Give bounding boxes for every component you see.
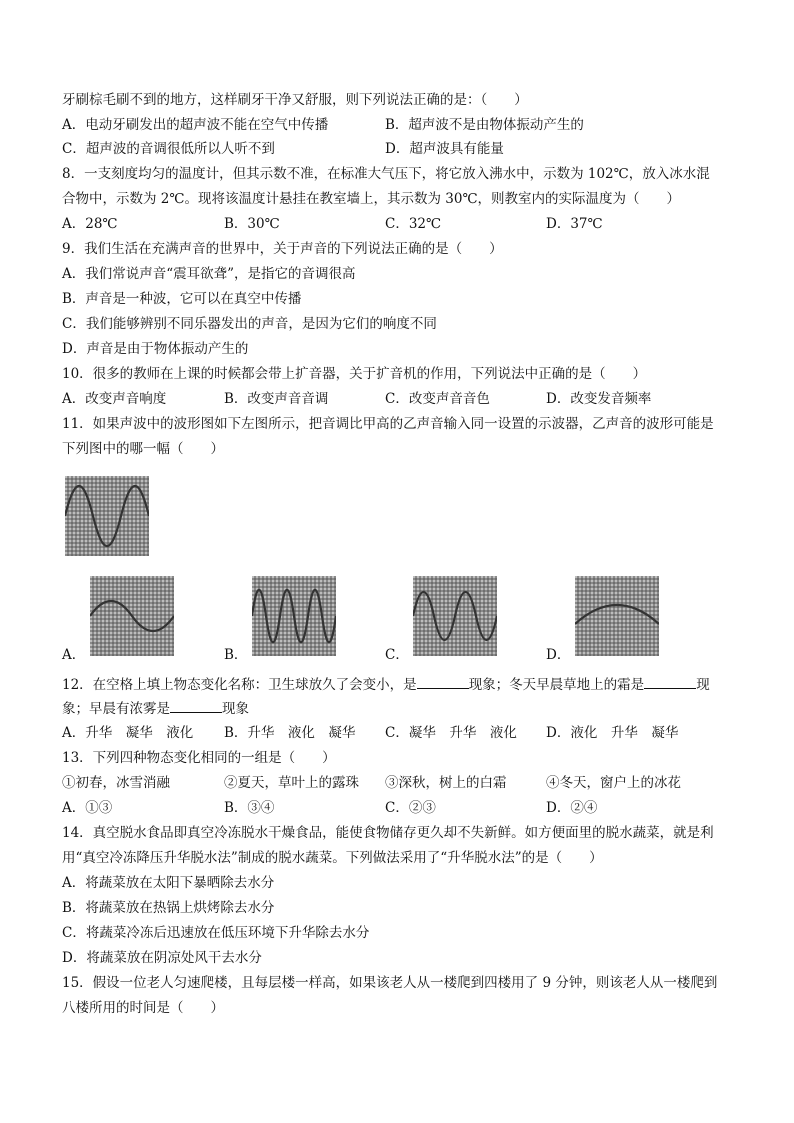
q13-item-1: ①初春，冰雪消融 xyxy=(62,775,170,791)
q13-option-c: C．②③ xyxy=(385,800,436,816)
q11-option-c-label: C． xyxy=(385,647,409,663)
q11-option-b-label: B． xyxy=(224,647,248,663)
q12-stem-line2 xyxy=(62,699,249,718)
q10-option-c: C．改变声音音色 xyxy=(385,391,490,407)
q15-stem-line2: 八楼所用的时间是（ ） xyxy=(62,1000,224,1016)
q12-text-1: 12．在空格上填上物态变化名称：卫生球放久了会变小，是 xyxy=(62,677,417,693)
reference-waveform xyxy=(65,476,149,556)
q9-option-a: A．我们常说声音“震耳欲聋”，是指它的音调很高 xyxy=(62,266,356,282)
q11-waveform-a xyxy=(90,576,174,656)
q7-option-a: A．电动牙刷发出的超声波不能在空气中传播 xyxy=(62,117,329,133)
q14-option-c: C．将蔬菜冷冻后迅速放在低压环境下升华除去水分 xyxy=(62,925,370,941)
q13-item-2: ②夏天，草叶上的露珠 xyxy=(224,775,359,791)
q8-stem-line1: 8．一支刻度均匀的温度计，但其示数不准，在标准大气压下，将它放入沸水中，示数为 102℃，放入冰水混 xyxy=(62,166,710,182)
q12-blank-2[interactable] xyxy=(644,675,696,689)
q13-option-d: D．②④ xyxy=(546,800,598,816)
q12-blank-1[interactable] xyxy=(417,675,469,689)
q12-option-d: D．液化 升华 凝华 xyxy=(546,725,679,741)
q9-option-c: C．我们能够辨别不同乐器发出的声音，是因为它们的响度不同 xyxy=(62,316,437,332)
q11-stem-line1: 11．如果声波中的波形图如下左图所示，把音调比甲高的乙声音输入同一设置的示波器，乙声音的波形可能是 xyxy=(62,416,714,432)
q9-option-b: B．声音是一种波，它可以在真空中传播 xyxy=(62,291,302,307)
q10-option-d: D．改变发音频率 xyxy=(546,391,652,407)
q12-text-2: 现象；冬天早晨草地上的霜是 xyxy=(468,677,645,693)
q12-stem-line1 xyxy=(62,675,710,694)
q12-text-3: 现 xyxy=(696,677,710,693)
q12-option-b: B．升华 液化 凝华 xyxy=(224,725,356,741)
q10-option-a: A．改变声音响度 xyxy=(62,391,167,407)
q11-option-a-label: A． xyxy=(62,647,86,663)
q14-stem-line2: 用“真空冷冻降压升华脱水法”制成的脱水蔬菜。下列做法采用了“升华脱水法”的是（ ） xyxy=(62,850,603,866)
q10-option-b: B．改变声音音调 xyxy=(224,391,329,407)
q7-option-c: C．超声波的音调很低所以人听不到 xyxy=(62,141,275,157)
q12-option-a: A．升华 凝华 液化 xyxy=(62,725,194,741)
q11-stem-line2: 下列图中的哪一幅（ ） xyxy=(62,441,224,457)
q12-option-c: C．凝华 升华 液化 xyxy=(385,725,517,741)
q11-option-d-label: D． xyxy=(546,647,571,663)
q11-waveform-c xyxy=(413,576,497,656)
q9-stem: 9．我们生活在充满声音的世界中，关于声音的下列说法正确的是（ ） xyxy=(62,241,503,257)
q14-option-d: D．将蔬菜放在阴凉处风干去水分 xyxy=(62,950,262,966)
q12-blank-3[interactable] xyxy=(170,699,222,713)
q13-option-a: A．①③ xyxy=(62,800,113,816)
q15-stem-line1: 15．假设一位老人匀速爬楼，且每层楼一样高，如果该老人从一楼爬到四楼用了 9 分钟，则该老人从一楼爬到 xyxy=(62,975,718,991)
q14-stem-line1: 14．真空脱水食品即真空冷冻脱水干燥食品，能使食物储存更久却不失新鲜。如方便面里的脱水蔬菜，就是利 xyxy=(62,825,714,841)
q11-waveform-b xyxy=(252,576,336,656)
q13-stem: 13．下列四种物态变化相同的一组是（ ） xyxy=(62,750,336,766)
q13-item-4: ④冬天，窗户上的冰花 xyxy=(546,775,681,791)
q8-option-d: D．37℃ xyxy=(546,216,603,232)
q8-stem-line2: 合物中，示数为 2℃。现将该温度计悬挂在教室墙上，其示数为 30℃，则教室内的实际温度为（ ） xyxy=(62,191,681,207)
q11-waveform-d xyxy=(575,576,659,656)
q10-stem: 10．很多的教师在上课的时候都会带上扩音器，关于扩音机的作用，下列说法中正确的是（ ） xyxy=(62,366,647,382)
q8-option-a: A．28℃ xyxy=(62,216,118,232)
q14-option-b: B．将蔬菜放在热锅上烘烤除去水分 xyxy=(62,900,275,916)
q7-option-d: D．超声波具有能量 xyxy=(385,141,504,157)
q14-option-a: A．将蔬菜放在太阳下暴晒除去水分 xyxy=(62,875,275,891)
q13-option-b: B．③④ xyxy=(224,800,275,816)
q13-item-3: ③深秋，树上的白霜 xyxy=(385,775,507,791)
q7-option-b: B．超声波不是由物体振动产生的 xyxy=(385,117,584,133)
q9-option-d: D．声音是由于物体振动产生的 xyxy=(62,341,249,357)
q8-option-c: C．32℃ xyxy=(385,216,442,232)
q12-text-5: 现象 xyxy=(222,701,249,717)
q7-stem-tail: 牙刷棕毛刷不到的地方，这样刷牙干净又舒服，则下列说法正确的是：（ ） xyxy=(62,92,528,108)
q12-text-4: 象；早晨有浓雾是 xyxy=(62,701,170,717)
q8-option-b: B．30℃ xyxy=(224,216,280,232)
